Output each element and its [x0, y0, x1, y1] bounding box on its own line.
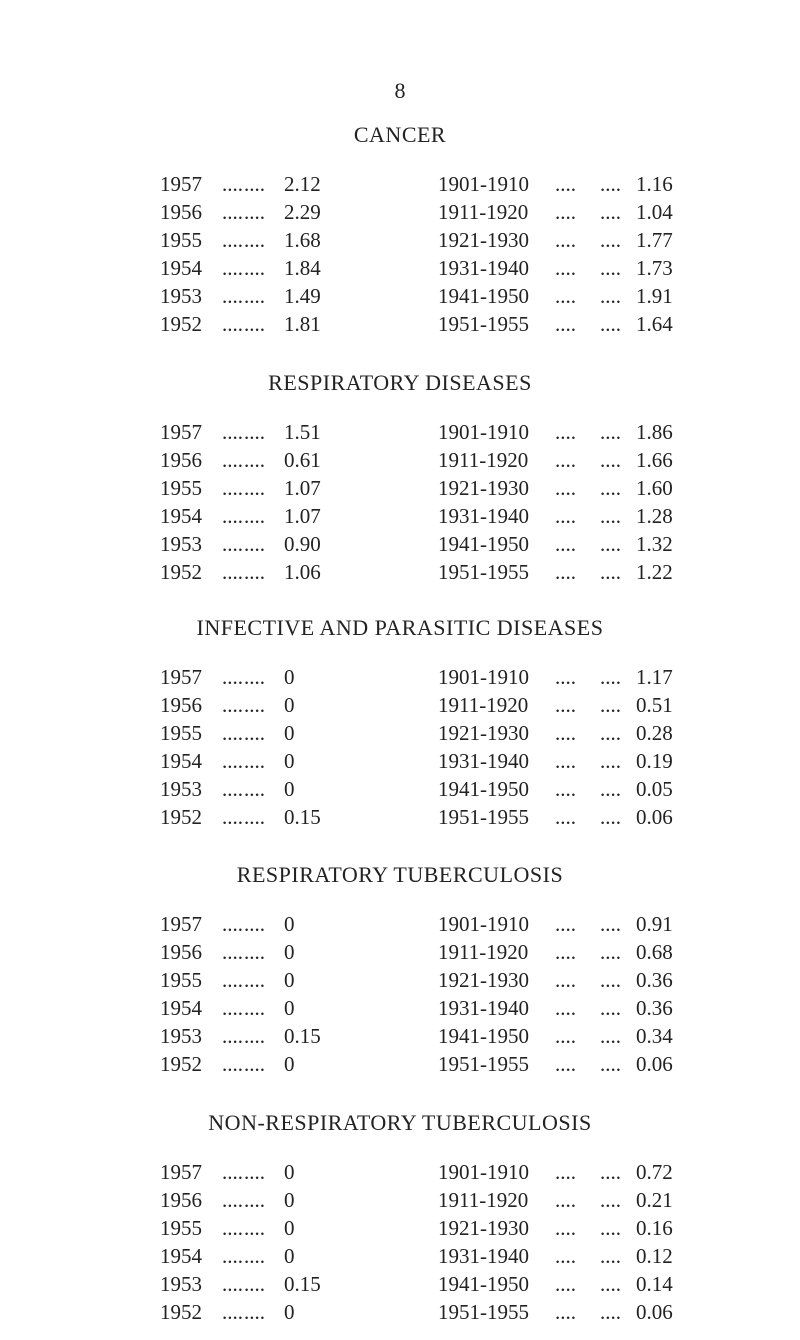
leader-dots: .... — [244, 504, 265, 528]
year-cell: 1956 — [160, 448, 202, 472]
leader-dots: .... — [600, 1272, 621, 1296]
leader-dots: .... — [600, 1052, 621, 1076]
period-rate-cell: 1.16 — [636, 172, 673, 196]
leader-dots: .... — [600, 200, 621, 224]
period-cell: 1931-1940 — [438, 749, 529, 773]
leader-dots: .... — [244, 532, 265, 556]
leader-dots: .... — [222, 1244, 243, 1268]
year-cell: 1956 — [160, 940, 202, 964]
year-cell: 1954 — [160, 996, 202, 1020]
leader-dots: .... — [600, 560, 621, 584]
leader-dots: .... — [244, 1160, 265, 1184]
leader-dots: .... — [222, 228, 243, 252]
period-cell: 1921-1930 — [438, 1216, 529, 1240]
table-row — [0, 1242, 800, 1270]
leader-dots: .... — [555, 1052, 576, 1076]
period-rate-cell: 0.06 — [636, 1300, 673, 1324]
leader-dots: .... — [555, 312, 576, 336]
page-number: 8 — [394, 78, 406, 103]
year-rate-cell: 0 — [284, 1216, 295, 1240]
period-cell: 1941-1950 — [438, 1024, 529, 1048]
leader-dots: .... — [600, 805, 621, 829]
leader-dots: .... — [244, 200, 265, 224]
leader-dots: .... — [600, 504, 621, 528]
year-rate-cell: 0.61 — [284, 448, 321, 472]
table-row — [0, 966, 800, 994]
leader-dots: .... — [600, 1244, 621, 1268]
year-rate-cell: 0 — [284, 1052, 295, 1076]
year-rate-cell: 1.07 — [284, 504, 321, 528]
period-cell: 1941-1950 — [438, 777, 529, 801]
table-row — [0, 530, 800, 558]
period-cell: 1921-1930 — [438, 721, 529, 745]
period-cell: 1951-1955 — [438, 805, 529, 829]
year-rate-cell: 0.90 — [284, 532, 321, 556]
leader-dots: .... — [222, 777, 243, 801]
period-rate-cell: 0.12 — [636, 1244, 673, 1268]
period-cell: 1901-1910 — [438, 1160, 529, 1184]
section — [0, 1108, 800, 1326]
leader-dots: .... — [555, 1300, 576, 1324]
period-cell: 1921-1930 — [438, 228, 529, 252]
year-rate-cell: 0.15 — [284, 805, 321, 829]
year-cell: 1956 — [160, 693, 202, 717]
leader-dots: .... — [244, 996, 265, 1020]
year-rate-cell: 0 — [284, 665, 295, 689]
leader-dots: .... — [222, 665, 243, 689]
year-rate-cell: 0 — [284, 1188, 295, 1212]
leader-dots: .... — [222, 968, 243, 992]
leader-dots: .... — [555, 1188, 576, 1212]
year-rate-cell: 0.15 — [284, 1024, 321, 1048]
leader-dots: .... — [244, 1300, 265, 1324]
leader-dots: .... — [222, 312, 243, 336]
leader-dots: .... — [600, 777, 621, 801]
period-rate-cell: 1.04 — [636, 200, 673, 224]
period-rate-cell: 1.60 — [636, 476, 673, 500]
table-row — [0, 719, 800, 747]
period-rate-cell: 0.21 — [636, 1188, 673, 1212]
period-cell: 1911-1920 — [438, 1188, 529, 1212]
section — [0, 368, 800, 586]
leader-dots: .... — [222, 532, 243, 556]
leader-dots: .... — [555, 560, 576, 584]
data-table — [0, 418, 800, 586]
year-cell: 1952 — [160, 805, 202, 829]
leader-dots: .... — [600, 476, 621, 500]
leader-dots: .... — [555, 996, 576, 1020]
leader-dots: .... — [600, 940, 621, 964]
section — [0, 120, 800, 338]
leader-dots: .... — [222, 256, 243, 280]
year-cell: 1953 — [160, 1024, 202, 1048]
leader-dots: .... — [555, 912, 576, 936]
table-row — [0, 938, 800, 966]
leader-dots: .... — [600, 420, 621, 444]
leader-dots: .... — [244, 312, 265, 336]
period-rate-cell: 0.51 — [636, 693, 673, 717]
leader-dots: .... — [555, 777, 576, 801]
leader-dots: .... — [600, 532, 621, 556]
leader-dots: .... — [600, 665, 621, 689]
year-cell: 1953 — [160, 1272, 202, 1296]
year-cell: 1954 — [160, 504, 202, 528]
period-cell: 1901-1910 — [438, 665, 529, 689]
year-rate-cell: 1.06 — [284, 560, 321, 584]
year-cell: 1957 — [160, 912, 202, 936]
period-rate-cell: 0.28 — [636, 721, 673, 745]
year-cell: 1955 — [160, 228, 202, 252]
period-rate-cell: 0.34 — [636, 1024, 673, 1048]
period-rate-cell: 0.68 — [636, 940, 673, 964]
table-row — [0, 418, 800, 446]
table-row — [0, 226, 800, 254]
leader-dots: .... — [222, 749, 243, 773]
leader-dots: .... — [222, 721, 243, 745]
leader-dots: .... — [244, 749, 265, 773]
year-rate-cell: 1.07 — [284, 476, 321, 500]
leader-dots: .... — [555, 420, 576, 444]
year-cell: 1955 — [160, 476, 202, 500]
leader-dots: .... — [244, 721, 265, 745]
year-rate-cell: 1.68 — [284, 228, 321, 252]
leader-dots: .... — [244, 228, 265, 252]
table-row — [0, 282, 800, 310]
leader-dots: .... — [600, 1300, 621, 1324]
section-title: INFECTIVE AND PARASITIC DISEASES — [196, 615, 604, 640]
year-cell: 1952 — [160, 1052, 202, 1076]
data-table — [0, 663, 800, 831]
year-cell: 1957 — [160, 420, 202, 444]
leader-dots: .... — [222, 1216, 243, 1240]
period-cell: 1951-1955 — [438, 312, 529, 336]
leader-dots: .... — [555, 1272, 576, 1296]
leader-dots: .... — [222, 1024, 243, 1048]
period-rate-cell: 0.19 — [636, 749, 673, 773]
period-cell: 1921-1930 — [438, 968, 529, 992]
year-cell: 1954 — [160, 256, 202, 280]
table-row — [0, 1270, 800, 1298]
leader-dots: .... — [244, 560, 265, 584]
leader-dots: .... — [244, 476, 265, 500]
leader-dots: .... — [244, 912, 265, 936]
leader-dots: .... — [555, 228, 576, 252]
year-rate-cell: 0 — [284, 1300, 295, 1324]
year-cell: 1953 — [160, 284, 202, 308]
leader-dots: .... — [222, 504, 243, 528]
period-cell: 1941-1950 — [438, 532, 529, 556]
year-rate-cell: 0 — [284, 1244, 295, 1268]
leader-dots: .... — [555, 256, 576, 280]
section-title: CANCER — [353, 122, 447, 147]
period-cell: 1941-1950 — [438, 1272, 529, 1296]
period-cell: 1901-1910 — [438, 912, 529, 936]
period-cell: 1901-1910 — [438, 172, 529, 196]
period-cell: 1951-1955 — [438, 1052, 529, 1076]
leader-dots: .... — [555, 200, 576, 224]
leader-dots: .... — [244, 256, 265, 280]
year-rate-cell: 0 — [284, 1160, 295, 1184]
year-cell: 1955 — [160, 1216, 202, 1240]
period-cell: 1941-1950 — [438, 284, 529, 308]
leader-dots: .... — [600, 312, 621, 336]
leader-dots: .... — [244, 777, 265, 801]
year-rate-cell: 0 — [284, 940, 295, 964]
leader-dots: .... — [600, 1216, 621, 1240]
table-row — [0, 446, 800, 474]
period-cell: 1921-1930 — [438, 476, 529, 500]
year-rate-cell: 1.51 — [284, 420, 321, 444]
leader-dots: .... — [600, 693, 621, 717]
section — [0, 860, 800, 1078]
year-cell: 1957 — [160, 172, 202, 196]
leader-dots: .... — [244, 420, 265, 444]
year-rate-cell: 1.81 — [284, 312, 321, 336]
section-title: RESPIRATORY TUBERCULOSIS — [236, 862, 564, 887]
period-cell: 1901-1910 — [438, 420, 529, 444]
period-rate-cell: 1.17 — [636, 665, 673, 689]
table-row — [0, 1186, 800, 1214]
leader-dots: .... — [222, 940, 243, 964]
leader-dots: .... — [222, 996, 243, 1020]
leader-dots: .... — [244, 1272, 265, 1296]
year-rate-cell: 2.29 — [284, 200, 321, 224]
leader-dots: .... — [222, 1272, 243, 1296]
leader-dots: .... — [600, 172, 621, 196]
year-rate-cell: 0 — [284, 721, 295, 745]
year-cell: 1954 — [160, 749, 202, 773]
period-rate-cell: 1.73 — [636, 256, 673, 280]
year-cell: 1953 — [160, 777, 202, 801]
year-cell: 1952 — [160, 1300, 202, 1324]
period-rate-cell: 0.06 — [636, 805, 673, 829]
leader-dots: .... — [244, 665, 265, 689]
leader-dots: .... — [555, 1160, 576, 1184]
leader-dots: .... — [244, 693, 265, 717]
table-row — [0, 994, 800, 1022]
year-cell: 1957 — [160, 1160, 202, 1184]
table-row — [0, 775, 800, 803]
table-row — [0, 1298, 800, 1326]
year-rate-cell: 0 — [284, 912, 295, 936]
leader-dots: .... — [244, 968, 265, 992]
period-cell: 1911-1920 — [438, 693, 529, 717]
leader-dots: .... — [555, 721, 576, 745]
period-cell: 1911-1920 — [438, 448, 529, 472]
period-cell: 1931-1940 — [438, 256, 529, 280]
leader-dots: .... — [222, 1188, 243, 1212]
year-rate-cell: 0 — [284, 996, 295, 1020]
table-row — [0, 1022, 800, 1050]
table-row — [0, 1050, 800, 1078]
section-title: NON-RESPIRATORY TUBERCULOSIS — [208, 1110, 592, 1135]
leader-dots: .... — [244, 940, 265, 964]
leader-dots: .... — [244, 1188, 265, 1212]
leader-dots: .... — [244, 284, 265, 308]
leader-dots: .... — [600, 228, 621, 252]
year-cell: 1952 — [160, 312, 202, 336]
leader-dots: .... — [555, 504, 576, 528]
period-rate-cell: 1.64 — [636, 312, 673, 336]
data-table — [0, 910, 800, 1078]
year-rate-cell: 0 — [284, 693, 295, 717]
year-rate-cell: 0 — [284, 968, 295, 992]
leader-dots: .... — [244, 1052, 265, 1076]
leader-dots: .... — [222, 448, 243, 472]
table-row — [0, 691, 800, 719]
table-row — [0, 170, 800, 198]
period-rate-cell: 0.05 — [636, 777, 673, 801]
period-cell: 1931-1940 — [438, 996, 529, 1020]
leader-dots: .... — [555, 693, 576, 717]
leader-dots: .... — [600, 996, 621, 1020]
period-cell: 1931-1940 — [438, 504, 529, 528]
leader-dots: .... — [600, 1160, 621, 1184]
leader-dots: .... — [555, 172, 576, 196]
year-cell: 1956 — [160, 1188, 202, 1212]
leader-dots: .... — [600, 1188, 621, 1212]
leader-dots: .... — [244, 1024, 265, 1048]
leader-dots: .... — [222, 693, 243, 717]
leader-dots: .... — [244, 172, 265, 196]
table-row — [0, 474, 800, 502]
year-cell: 1955 — [160, 968, 202, 992]
leader-dots: .... — [555, 665, 576, 689]
period-rate-cell: 1.66 — [636, 448, 673, 472]
leader-dots: .... — [600, 284, 621, 308]
leader-dots: .... — [222, 172, 243, 196]
leader-dots: .... — [222, 284, 243, 308]
period-cell: 1911-1920 — [438, 940, 529, 964]
leader-dots: .... — [600, 912, 621, 936]
year-cell: 1955 — [160, 721, 202, 745]
period-rate-cell: 1.22 — [636, 560, 673, 584]
year-rate-cell: 1.49 — [284, 284, 321, 308]
table-row — [0, 1214, 800, 1242]
leader-dots: .... — [555, 940, 576, 964]
year-rate-cell: 0 — [284, 749, 295, 773]
year-rate-cell: 1.84 — [284, 256, 321, 280]
period-rate-cell: 0.06 — [636, 1052, 673, 1076]
leader-dots: .... — [555, 805, 576, 829]
section-title: RESPIRATORY DISEASES — [268, 370, 532, 395]
year-cell: 1952 — [160, 560, 202, 584]
leader-dots: .... — [222, 1160, 243, 1184]
year-rate-cell: 0.15 — [284, 1272, 321, 1296]
year-cell: 1953 — [160, 532, 202, 556]
leader-dots: .... — [222, 476, 243, 500]
period-rate-cell: 1.28 — [636, 504, 673, 528]
leader-dots: .... — [222, 1300, 243, 1324]
section — [0, 613, 800, 831]
year-cell: 1954 — [160, 1244, 202, 1268]
leader-dots: .... — [222, 805, 243, 829]
leader-dots: .... — [555, 1024, 576, 1048]
leader-dots: .... — [600, 749, 621, 773]
data-table — [0, 1158, 800, 1326]
leader-dots: .... — [222, 1052, 243, 1076]
year-rate-cell: 0 — [284, 777, 295, 801]
leader-dots: .... — [555, 532, 576, 556]
table-row — [0, 502, 800, 530]
period-rate-cell: 0.14 — [636, 1272, 673, 1296]
period-rate-cell: 0.16 — [636, 1216, 673, 1240]
leader-dots: .... — [600, 968, 621, 992]
leader-dots: .... — [600, 256, 621, 280]
leader-dots: .... — [600, 721, 621, 745]
leader-dots: .... — [555, 448, 576, 472]
table-row — [0, 1158, 800, 1186]
leader-dots: .... — [555, 1216, 576, 1240]
period-rate-cell: 0.36 — [636, 968, 673, 992]
period-rate-cell: 1.32 — [636, 532, 673, 556]
leader-dots: .... — [600, 448, 621, 472]
period-rate-cell: 1.86 — [636, 420, 673, 444]
period-rate-cell: 1.91 — [636, 284, 673, 308]
period-rate-cell: 1.77 — [636, 228, 673, 252]
period-cell: 1951-1955 — [438, 560, 529, 584]
table-row — [0, 558, 800, 586]
table-row — [0, 803, 800, 831]
leader-dots: .... — [600, 1024, 621, 1048]
period-cell: 1911-1920 — [438, 200, 529, 224]
leader-dots: .... — [222, 420, 243, 444]
table-row — [0, 747, 800, 775]
year-rate-cell: 2.12 — [284, 172, 321, 196]
leader-dots: .... — [555, 284, 576, 308]
year-cell: 1957 — [160, 665, 202, 689]
table-row — [0, 254, 800, 282]
year-cell: 1956 — [160, 200, 202, 224]
period-rate-cell: 0.72 — [636, 1160, 673, 1184]
leader-dots: .... — [244, 448, 265, 472]
leader-dots: .... — [555, 749, 576, 773]
data-table — [0, 170, 800, 338]
leader-dots: .... — [555, 968, 576, 992]
leader-dots: .... — [555, 1244, 576, 1268]
leader-dots: .... — [555, 476, 576, 500]
table-row — [0, 663, 800, 691]
leader-dots: .... — [222, 200, 243, 224]
table-row — [0, 198, 800, 226]
leader-dots: .... — [244, 1244, 265, 1268]
table-row — [0, 310, 800, 338]
leader-dots: .... — [244, 1216, 265, 1240]
period-cell: 1931-1940 — [438, 1244, 529, 1268]
leader-dots: .... — [222, 560, 243, 584]
period-cell: 1951-1955 — [438, 1300, 529, 1324]
leader-dots: .... — [222, 912, 243, 936]
period-rate-cell: 0.36 — [636, 996, 673, 1020]
period-rate-cell: 0.91 — [636, 912, 673, 936]
leader-dots: .... — [244, 805, 265, 829]
table-row — [0, 910, 800, 938]
